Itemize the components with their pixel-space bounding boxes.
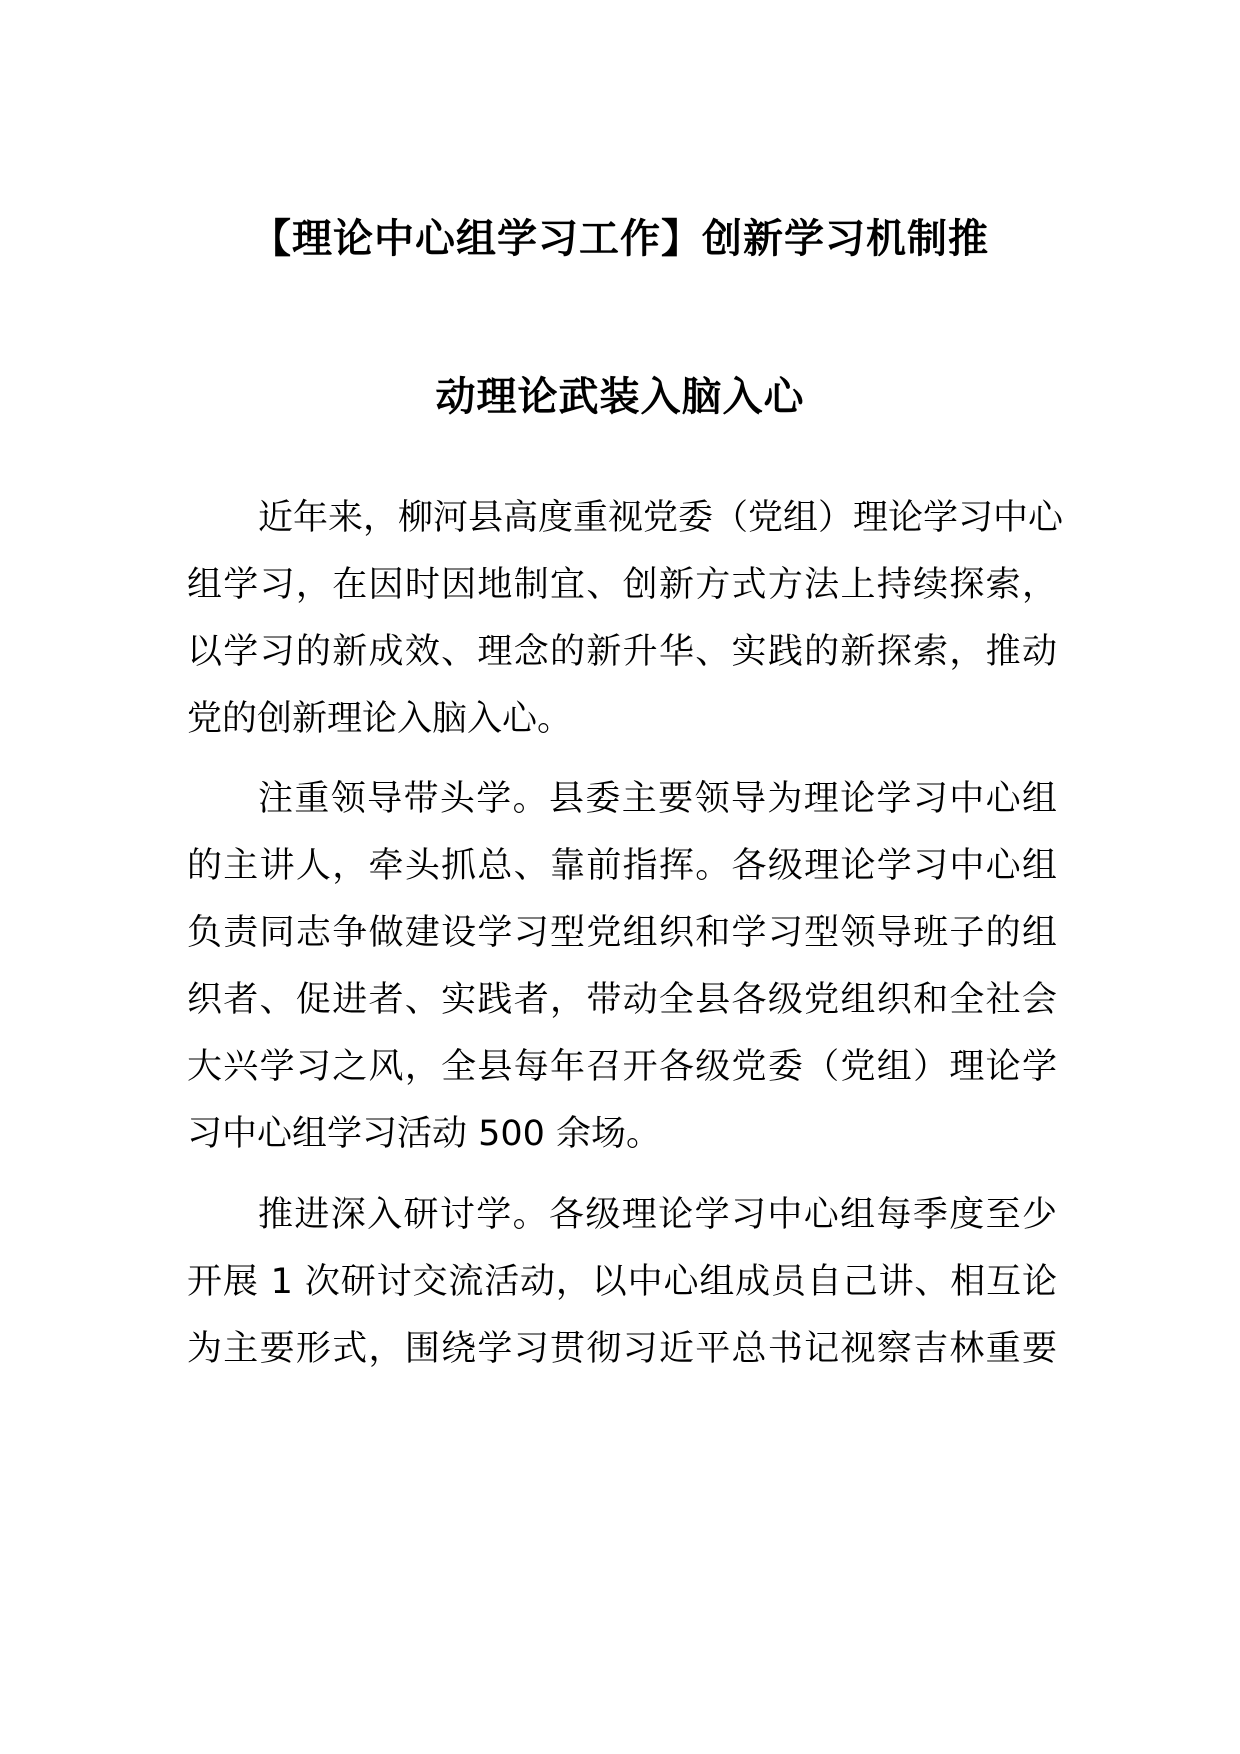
paragraph-3-line-2: 开展 1 次研讨交流活动，以中心组成员自己讲、相互论 (187, 1262, 1057, 1302)
paragraph-1-line-2: 组学习，在因时因地制宜、创新方式方法上持续探索， (187, 565, 1057, 605)
document-title-line-2: 动理论武装入脑入心 (435, 374, 805, 420)
paragraph-1-line-1: 近年来，柳河县高度重视党委（党组）理论学习中心 (258, 498, 1064, 538)
paragraph-3-line-3: 为主要形式，围绕学习贯彻习近平总书记视察吉林重要 (187, 1329, 1057, 1369)
paragraph-3-line-1: 推进深入研讨学。各级理论学习中心组每季度至少 (258, 1195, 1057, 1235)
paragraph-2-line-4: 织者、促进者、实践者，带动全县各级党组织和全社会 (187, 980, 1057, 1020)
paragraph-2-line-5: 大兴学习之风，全县每年召开各级党委（党组）理论学 (187, 1047, 1057, 1087)
document-title-line-1: 【理论中心组学习工作】创新学习机制推 (251, 216, 989, 262)
paragraph-2-line-3: 负责同志争做建设学习型党组织和学习型领导班子的组 (187, 913, 1057, 953)
paragraph-2-line-1: 注重领导带头学。县委主要领导为理论学习中心组 (258, 779, 1057, 819)
paragraph-1-line-3: 以学习的新成效、理念的新升华、实践的新探索，推动 (187, 632, 1057, 672)
paragraph-2-line-2: 的主讲人，牵头抓总、靠前指挥。各级理论学习中心组 (187, 846, 1057, 886)
paragraph-1-line-4: 党的创新理论入脑入心。 (187, 699, 573, 739)
paragraph-2-line-6: 习中心组学习活动 500 余场。 (187, 1114, 662, 1154)
